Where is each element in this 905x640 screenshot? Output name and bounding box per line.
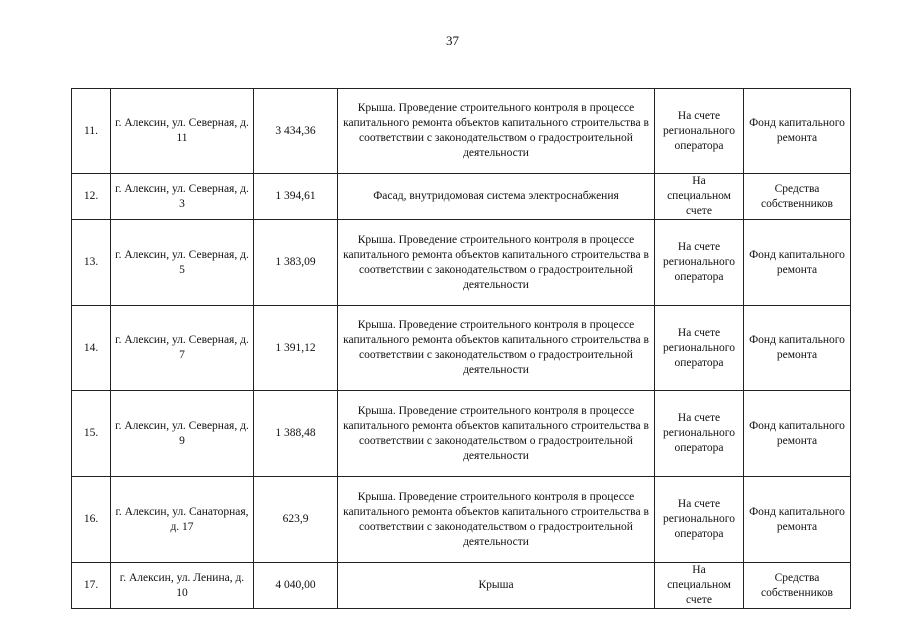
funding-source: Фонд капитального ремонта xyxy=(744,391,851,477)
funding-source: Средства собственников xyxy=(744,174,851,220)
table-row xyxy=(72,563,851,609)
row-number: 17. xyxy=(72,563,111,609)
row-number: 16. xyxy=(72,477,111,563)
fund-account: На счете регионального оператора xyxy=(655,477,744,563)
table-row xyxy=(72,306,851,391)
fund-account: На счете регионального оператора xyxy=(655,89,744,174)
fund-account: На специальном счете xyxy=(655,174,744,220)
row-number: 14. xyxy=(72,306,111,391)
building-address: г. Алексин, ул. Ленина, д. 10 xyxy=(111,563,254,609)
funding-source: Фонд капитального ремонта xyxy=(744,220,851,306)
building-address: г. Алексин, ул. Северная, д. 3 xyxy=(111,174,254,220)
building-area: 1 391,12 xyxy=(254,306,338,391)
fund-account: На счете регионального оператора xyxy=(655,306,744,391)
building-area: 3 434,36 xyxy=(254,89,338,174)
building-area: 4 040,00 xyxy=(254,563,338,609)
funding-source: Фонд капитального ремонта xyxy=(744,89,851,174)
row-number: 11. xyxy=(72,89,111,174)
repair-works: Крыша xyxy=(338,563,655,609)
repair-works: Крыша. Проведение строительного контроля в процессе капитального ремонта объектов капитального строительства в соответствии с законодательством о градостроительной деятельности xyxy=(338,477,655,563)
row-number: 15. xyxy=(72,391,111,477)
repair-works: Крыша. Проведение строительного контроля в процессе капитального ремонта объектов капитального строительства в соответствии с законодательством о градостроительной деятельности xyxy=(338,89,655,174)
funding-source: Средства собственников xyxy=(744,563,851,609)
building-area: 623,9 xyxy=(254,477,338,563)
fund-account: На специальном счете xyxy=(655,563,744,609)
fund-account: На счете регионального оператора xyxy=(655,220,744,306)
funding-source: Фонд капитального ремонта xyxy=(744,477,851,563)
building-address: г. Алексин, ул. Северная, д. 5 xyxy=(111,220,254,306)
building-address: г. Алексин, ул. Санаторная, д. 17 xyxy=(111,477,254,563)
table-row xyxy=(72,391,851,477)
row-number: 12. xyxy=(72,174,111,220)
building-area: 1 388,48 xyxy=(254,391,338,477)
repair-works: Фасад, внутридомовая система электроснабжения xyxy=(338,174,655,220)
table-row xyxy=(72,220,851,306)
repair-registry-table xyxy=(71,88,851,609)
building-area: 1 394,61 xyxy=(254,174,338,220)
table-row xyxy=(72,174,851,220)
repair-works: Крыша. Проведение строительного контроля в процессе капитального ремонта объектов капитального строительства в соответствии с законодательством о градостроительной деятельности xyxy=(338,306,655,391)
page-number: 37 xyxy=(446,33,459,48)
building-address: г. Алексин, ул. Северная, д. 7 xyxy=(111,306,254,391)
row-number: 13. xyxy=(72,220,111,306)
table-row xyxy=(72,89,851,174)
table-row xyxy=(72,477,851,563)
building-area: 1 383,09 xyxy=(254,220,338,306)
building-address: г. Алексин, ул. Северная, д. 11 xyxy=(111,89,254,174)
repair-works: Крыша. Проведение строительного контроля в процессе капитального ремонта объектов капитального строительства в соответствии с законодательством о градостроительной деятельности xyxy=(338,220,655,306)
building-address: г. Алексин, ул. Северная, д. 9 xyxy=(111,391,254,477)
funding-source: Фонд капитального ремонта xyxy=(744,306,851,391)
fund-account: На счете регионального оператора xyxy=(655,391,744,477)
repair-works: Крыша. Проведение строительного контроля в процессе капитального ремонта объектов капитального строительства в соответствии с законодательством о градостроительной деятельности xyxy=(338,391,655,477)
